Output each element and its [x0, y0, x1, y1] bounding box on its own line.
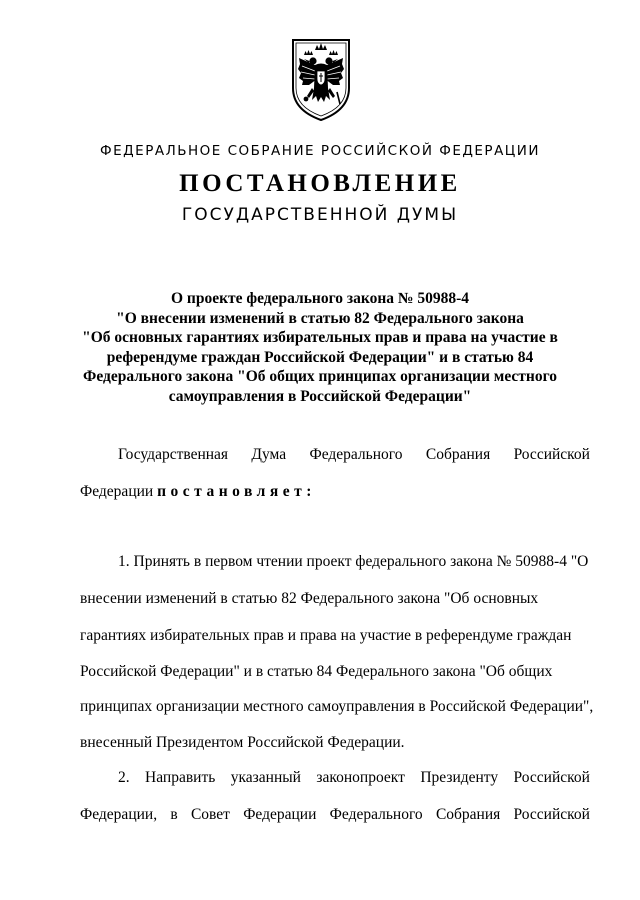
item-2-word: Направить [145, 769, 216, 786]
preamble-word: Федерального [309, 446, 403, 463]
item-2-line-1 [118, 769, 590, 787]
item-2-word: Президенту [420, 769, 499, 786]
item-2-word: Федерации [243, 806, 317, 823]
item-1-line: гарантиях избирательных прав и права на участие в референдуме граждан [80, 627, 572, 644]
item-2-word: указанный [230, 769, 301, 786]
document-subject [40, 289, 600, 407]
preamble-word: Собрания [425, 446, 491, 463]
subject-line: О проекте федерального закона № 50988-4 [170, 290, 469, 307]
item-1-line: внесении изменений в статью 82 Федерального закона "Об основных [80, 590, 539, 607]
item-1-line: внесенный Президентом Российской Федерации. [80, 734, 405, 751]
preamble-word: Дума [251, 446, 287, 463]
subject-line: референдуме граждан Российской Федерации" и в статью 84 [106, 348, 534, 366]
preamble-line-1 [118, 446, 590, 464]
document-type-title: ПОСТАНОВЛЕНИЕ [179, 170, 461, 197]
subject-line: "Об основных гарантиях избирательных прав и права на участие в [82, 329, 558, 347]
preamble-word: Российской [513, 446, 590, 463]
issuer-title: ГОСУДАРСТВЕННОЙ ДУМЫ [181, 205, 459, 225]
russian-coat-of-arms-icon [290, 38, 352, 122]
organization-header: ФЕДЕРАЛЬНОЕ СОБРАНИЕ РОССИЙСКОЙ ФЕДЕРАЦИИ [99, 143, 540, 159]
subject-line: "О внесении изменений в статью 82 Федерального закона [116, 309, 524, 327]
item-2-word: Российской [513, 769, 590, 786]
subject-line: самоуправления в Российской Федерации" [168, 387, 472, 405]
item-2-word: в [170, 806, 178, 823]
item-1-line: 1. Принять в первом чтении проект федерального закона № 50988-4 "О [118, 553, 589, 570]
item-2-word: Федерального [329, 806, 423, 823]
item-2-word: Совет [190, 806, 230, 823]
resolves-emphasis: постановляет: [157, 483, 316, 500]
item-2-word: законопроект [316, 769, 405, 786]
item-2-word: Собрания [435, 806, 501, 823]
item-2-word: Российской [513, 806, 590, 823]
preamble-line-2 [80, 483, 590, 501]
item-1-line: Российской Федерации" и в статью 84 Федерального закона "Об общих [80, 663, 553, 680]
preamble-text: Федерации [80, 483, 158, 500]
item-2-word: 2. [118, 769, 130, 786]
item-2-word: Федерации, [80, 806, 158, 823]
subject-line: Федерального закона "Об общих принципах организации местного [83, 368, 557, 386]
preamble-word: Государственная [118, 446, 229, 463]
item-1-line: принципах организации местного самоуправления в Российской Федерации", [80, 698, 594, 715]
item-2-line-2 [80, 806, 590, 824]
